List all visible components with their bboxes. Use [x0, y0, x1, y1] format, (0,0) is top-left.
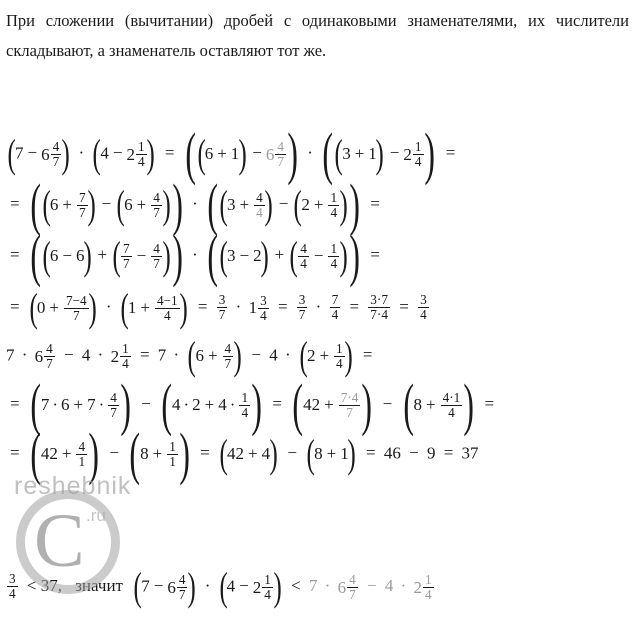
fraction: $\frac{4}{4}$: [256, 190, 263, 220]
fraction: $\frac{4-1}{4}$: [156, 292, 178, 323]
equation-line-2: = ( ( 6 + $\frac{7}{7}$ ) − ( 6 + $\frac{4}{7}$ ) ) · ( ( 3 + $\frac{4}{4}$ ) − ( 2 + $\frac{1}{4}$ ) ) =: [6, 191, 630, 235]
group-6-2: ( 4 · 2 + 4 · $\frac{1}{4}$ ): [159, 391, 264, 420]
group-3-1a: ( 6 − 6 ): [41, 247, 94, 266]
mixed-number: 2 $\frac{1}{4}$: [126, 139, 145, 169]
group-2-1b: ( 6 + $\frac{4}{7}$ ): [115, 191, 172, 220]
group-7-2: ( 8 + $\frac{1}{1}$ ): [127, 440, 192, 469]
mixed-number: 6 $\frac{4}{7}$: [265, 139, 285, 169]
fraction: $\frac{7\cdot 4}{7}$: [340, 390, 359, 420]
mixed-number: 1 $\frac{3}{4}$: [248, 292, 267, 323]
fraction: $\frac{3}{4}$: [9, 571, 16, 601]
final-result: 37: [461, 443, 479, 463]
group-1-3: ( ( 6 + 1 ) − 6 $\frac{4}{7}$ ): [183, 140, 300, 169]
fraction: $\frac{1}{4}$: [425, 571, 432, 602]
fraction: $\frac{1}{4}$: [414, 139, 422, 169]
fraction: $\frac{4}{7}$: [46, 341, 53, 371]
fraction: $\frac{4\cdot 1}{4}$: [442, 390, 461, 420]
group-1-4a: ( 3 + 1 ): [333, 145, 386, 164]
conclusion-word: значит: [75, 576, 123, 596]
fraction: $\frac{4}{7}$: [349, 571, 356, 602]
fraction: $\frac{1}{4}$: [264, 571, 271, 602]
fraction: $\frac{4}{7}$: [224, 341, 232, 371]
fraction: $\frac{4}{7}$: [153, 241, 160, 271]
equation-line-1: ( 7 − 6 $\frac{4}{7}$ ) · ( 4 − 2 $\frac{1}{4}$ ) = ( ( 6 + 1 ) − 6 $\frac{4}{7}$ ) · ( ( 3 + 1 ) − 2 $\frac{1}{4}$ ) =: [6, 140, 630, 184]
mixed-number: 2 $\frac{1}{4}$: [110, 341, 129, 371]
group-3-2b: ( $\frac{4}{4}$ − $\frac{1}{4}$ ): [288, 242, 349, 271]
group-2-2a: ( 3 + $\frac{4}{4}$ ): [218, 191, 275, 220]
fraction: $\frac{7}{7}$: [78, 190, 86, 220]
mixed-number: 2 $\frac{1}{4}$: [252, 571, 271, 602]
watermark-text: reshebnik: [14, 472, 132, 500]
group-8-1: ( 7 − 6 $\frac{4}{7}$ ): [132, 573, 197, 602]
watermark-domain: .ru: [86, 506, 106, 525]
fraction: $\frac{7}{4}$: [331, 292, 339, 322]
equation-line-5: 7 · 6 $\frac{4}{7}$ − 4 · 2 $\frac{1}{4}$ = 7 · ( 6 + $\frac{4}{7}$ ) − 4 · ( 2 + $\frac{1}{4}$ ) =: [6, 342, 630, 384]
group-3-2a: ( 3 − 2 ): [218, 247, 271, 266]
intro-text: При сложении (вычитании) дробей с одинаковыми знаменателями, их числители складывают, а знаменатель оставляют тот же.: [6, 11, 629, 60]
fraction: ( $\frac{4}{4}$: [300, 241, 307, 271]
group-1-3a: ( 6 + 1 ): [196, 145, 249, 164]
group-6-1: ( 7 · 6 + 7 · $\frac{4}{7}$ ): [28, 391, 133, 420]
group-2-1: ( ( 6 + $\frac{7}{7}$ ) − ( 6 + $\frac{4}{7}$ ) ): [28, 191, 185, 220]
group-2-2: ( ( 3 + $\frac{4}{4}$ ) − ( 2 + $\frac{1}{4}$ ) ): [205, 191, 362, 220]
group-1-1: ( 7 − 6 $\frac{4}{7}$ ): [6, 140, 71, 169]
group-1-4: ( ( 3 + 1 ) − 2 $\frac{1}{4}$ ): [320, 140, 437, 169]
group-4-2: ( 1 + $\frac{4-1}{4}$ ): [119, 294, 190, 323]
mixed-number: 2 $\frac{1}{4}$: [413, 571, 432, 602]
group-6-4: ( 8 + $\frac{4\cdot 1}{4}$ ): [401, 391, 477, 420]
fraction: $\frac{7-4}{7}$: [65, 292, 87, 323]
fraction: $\frac{1}{4}$: [336, 341, 343, 371]
group-7-1: ( 42 + $\frac{4}{1}$ ): [28, 440, 101, 469]
group-4-1: ( 0 + $\frac{7-4}{7}$ ): [28, 294, 99, 323]
group-3-1: ( ( 6 − 6 ) + ( $\frac{7}{7}$ − $\frac{4}{7}$ ) ): [28, 242, 185, 271]
group-3-1b: ( $\frac{7}{7}$ − $\frac{4}{7}$ ): [111, 242, 172, 271]
equation-line-7: = ( 42 + $\frac{4}{1}$ ) − ( 8 + $\frac{1}{1}$ ) = ( 42 + 4 ) − ( 8 + 1 ) = 46 − 9 = 37: [6, 440, 630, 484]
equation-line-6: = ( 7 · 6 + 7 · $\frac{4}{7}$ ) − ( 4 · 2 + 4 · $\frac{1}{4}$ ) = ( 42 + $\frac{7\cdot 4}{7}$ ) − ( 8 + $\frac{4\cdot 1}{4}$ ) =: [6, 391, 630, 433]
group-3-2: ( ( 3 − 2 ) + ( $\frac{4}{4}$ − $\frac{1}{4}$ ) ): [205, 242, 362, 271]
mixed-number: 6 $\frac{4}{7}$: [41, 139, 60, 169]
fraction: $\frac{1}{4}$: [241, 390, 249, 420]
mixed-number: 6 $\frac{4}{7}$: [34, 341, 53, 371]
fraction: $\frac{4}{7}$: [178, 571, 186, 602]
group-1-2: ( 4 − 2 $\frac{1}{4}$ ): [91, 140, 156, 169]
fraction: ( $\frac{7}{7}$: [123, 241, 130, 271]
group-7-4: ( 8 + 1 ): [305, 445, 358, 464]
group-7-3: ( 42 + 4 ): [218, 445, 279, 464]
group-5-1: ( 6 + $\frac{4}{7}$ ): [186, 342, 243, 371]
fraction: $\frac{3}{4}$: [420, 292, 427, 322]
fraction: $\frac{1}{4}$: [137, 139, 145, 169]
fraction: $\frac{1}{4}$: [122, 341, 129, 371]
fraction: $\frac{3}{7}$: [218, 292, 226, 322]
fraction: $\frac{3}{7}$: [298, 292, 306, 322]
intro-paragraph: [6, 6, 629, 66]
fraction: $\frac{3}{4}$: [260, 292, 267, 323]
group-2-1a: ( 6 + $\frac{7}{7}$ ): [41, 191, 98, 220]
fraction: $\frac{1}{1}$: [169, 439, 176, 469]
fraction: $\frac{3\cdot 7}{7\cdot 4}$: [370, 292, 388, 322]
equation-line-8: $\frac{3}{4}$ < 37, значит ( 7 − 6 $\frac{4}{7}$ ) · ( 4 − 2 $\frac{1}{4}$ ) < 7 · 6 $\frac{4}{7}$ − 4 · 2 $\frac{1}{4}$: [6, 572, 435, 602]
group-6-3: ( 42 + $\frac{7\cdot 4}{7}$ ): [290, 391, 374, 420]
equation-line-4: = ( 0 + $\frac{7-4}{7}$ ) · ( 1 + $\frac{4-1}{4}$ ) = $\frac{3}{7}$ · 1 $\frac{3}{4}$ = $\frac{3}{7}$ · $\frac{7}{4}$ = $\frac{3\cdot 7}{7\cdot 4}$ = $\frac{3}{4}$: [6, 293, 630, 335]
fraction: $\frac{4}{7}$: [110, 390, 117, 420]
fraction: $\frac{1}{4}$: [330, 190, 338, 220]
group-5-2: ( 2 + $\frac{1}{4}$ ): [298, 342, 355, 371]
mixed-number: 2 $\frac{1}{4}$: [403, 139, 422, 169]
fraction: $\frac{4}{7}$: [277, 139, 285, 169]
watermark-copyright-letter: C: [34, 499, 85, 583]
math-solution: [6, 140, 630, 491]
fraction: $\frac{4}{1}$: [78, 439, 86, 469]
fraction: $\frac{4}{7}$: [153, 190, 160, 220]
mixed-number: 6 $\frac{4}{7}$: [337, 571, 356, 602]
group-2-2b: ( 2 + $\frac{1}{4}$ ): [292, 191, 349, 220]
group-8-2: ( 4 − 2 $\frac{1}{4}$ ): [218, 573, 283, 602]
mixed-number: 6 $\frac{4}{7}$: [167, 571, 186, 602]
fraction: $\frac{1}{4}$: [330, 241, 338, 271]
equation-line-3: = ( ( 6 − 6 ) + ( $\frac{7}{7}$ − $\frac{4}{7}$ ) ) · ( ( 3 − 2 ) + ( $\frac{4}{4}$ − $\frac{1}{4}$ ) ) =: [6, 242, 630, 286]
fraction: $\frac{4}{7}$: [52, 139, 60, 169]
